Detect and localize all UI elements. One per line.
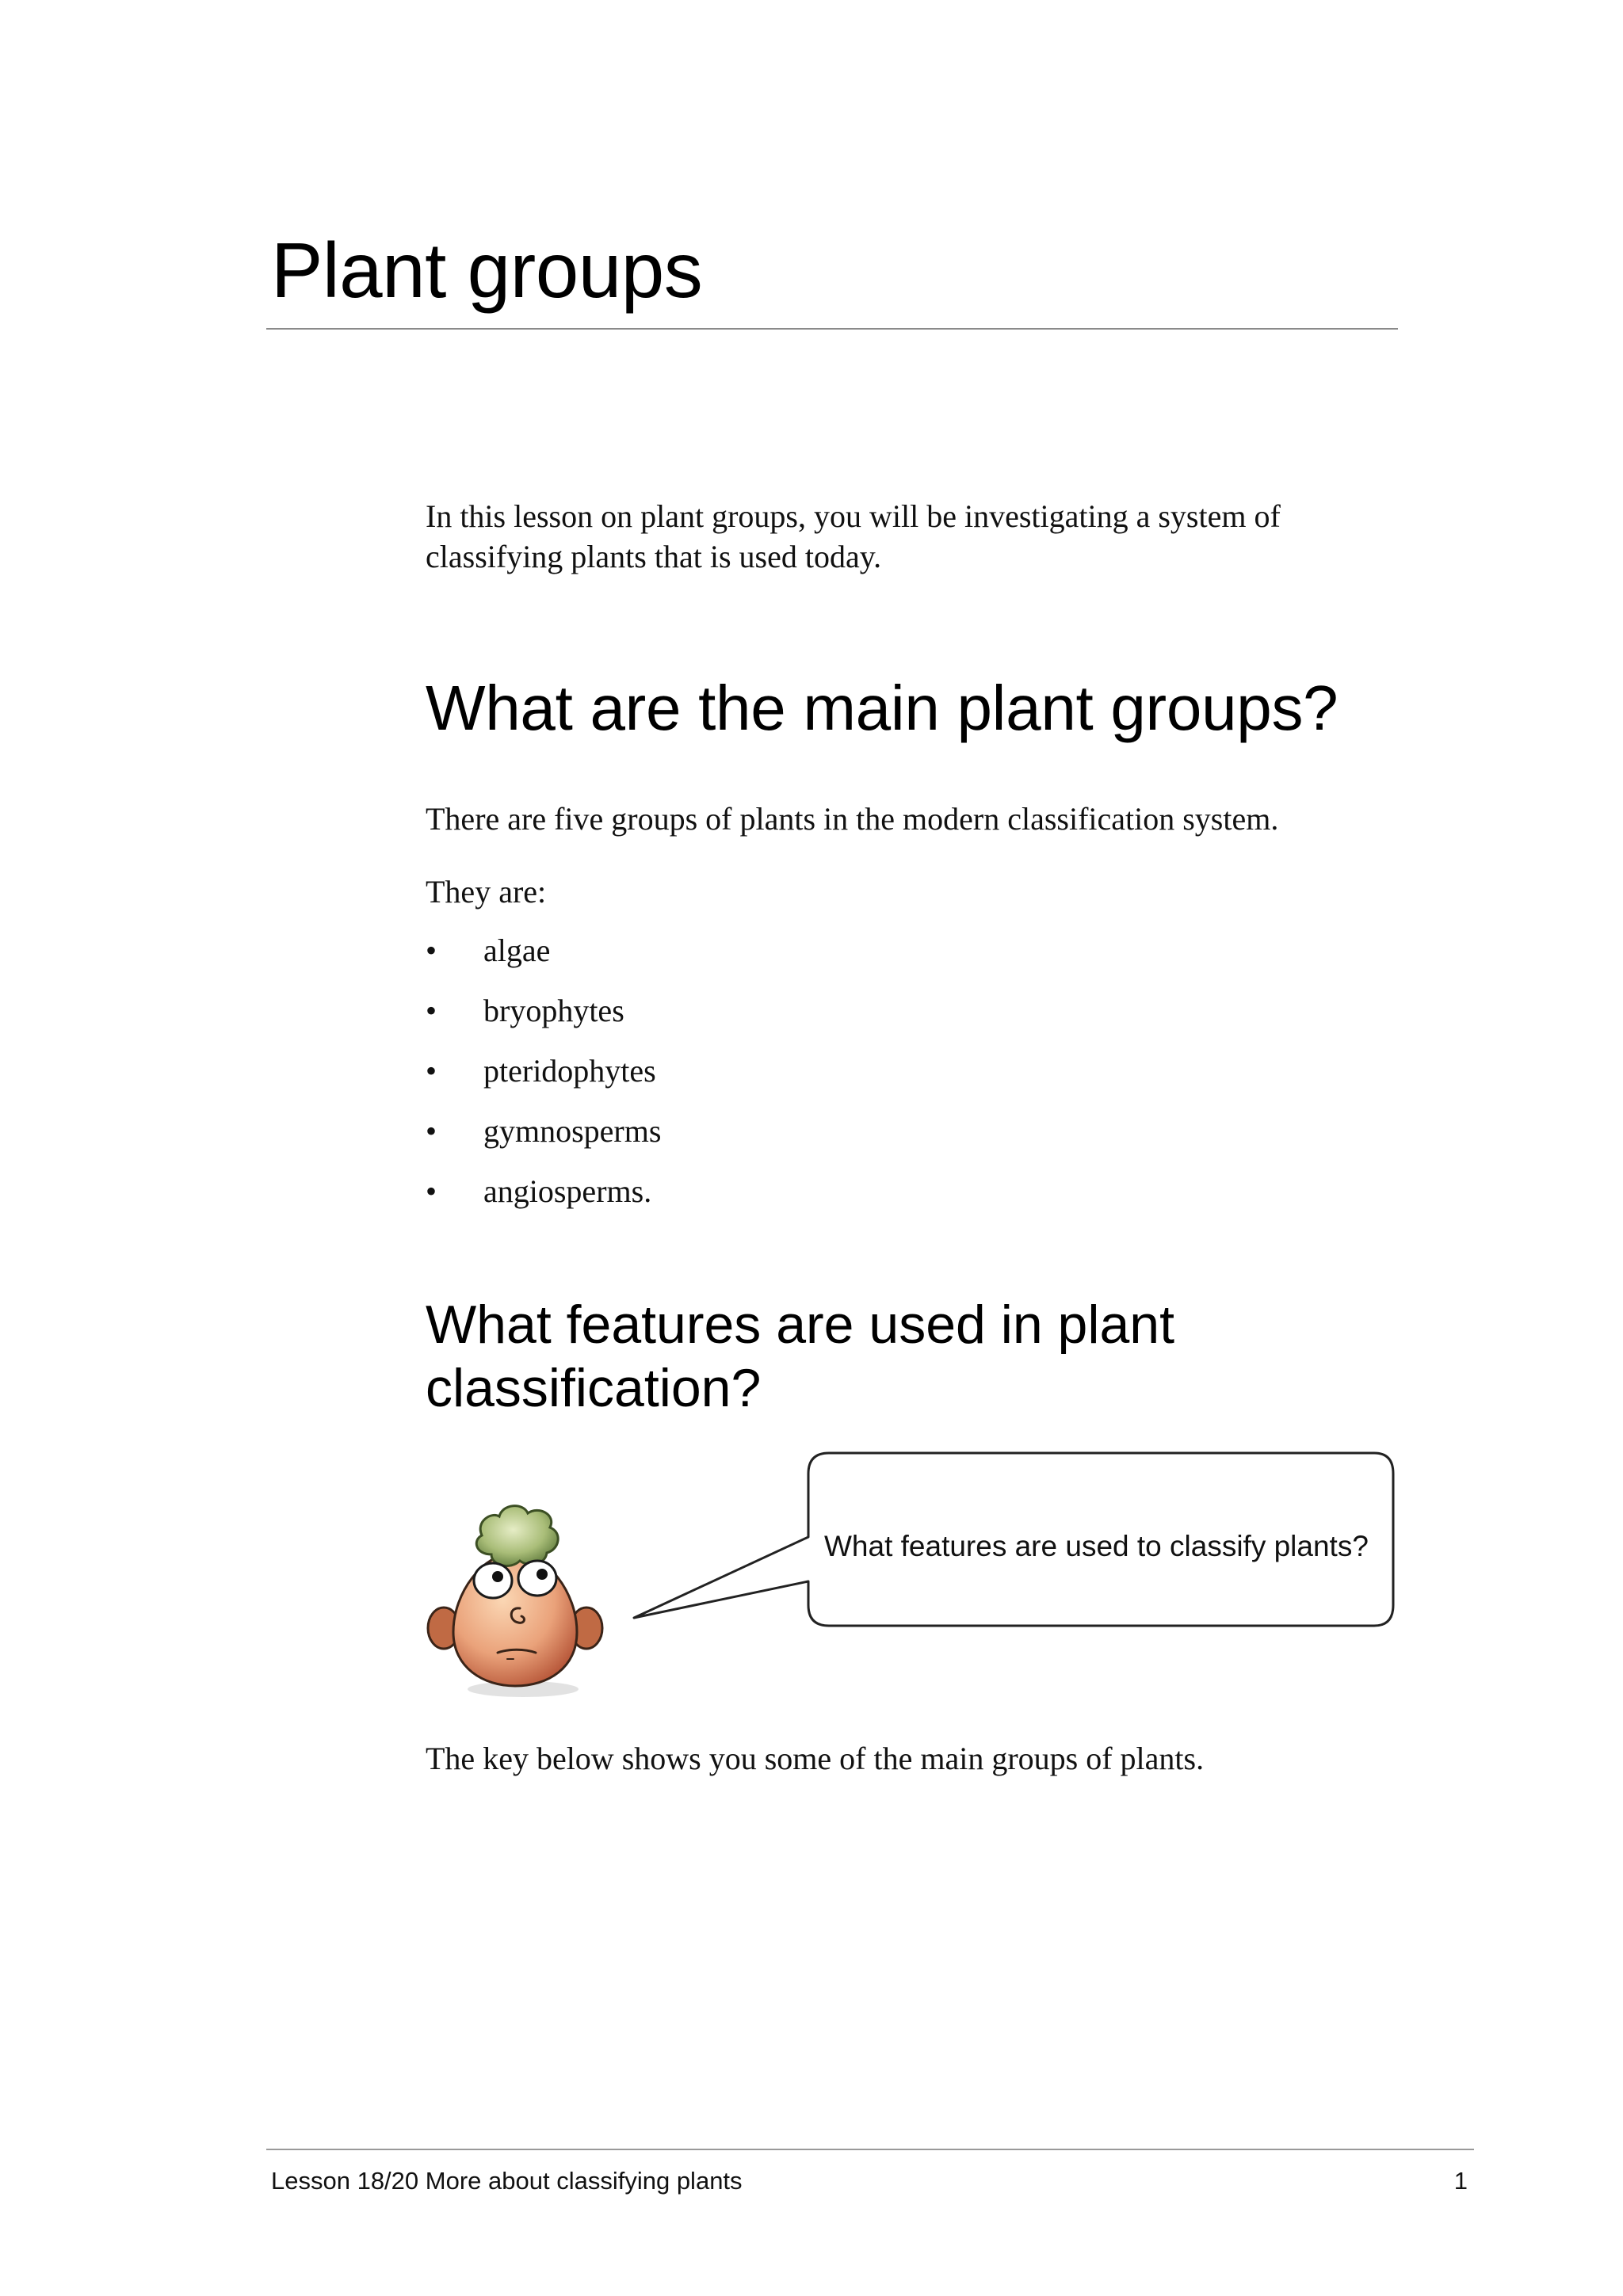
head [453, 1553, 577, 1686]
list-item-text: angiosperms. [483, 1173, 652, 1209]
bullet-icon: • [426, 1053, 437, 1089]
page-title: Plant groups [271, 227, 703, 314]
key-sentence: The key below shows you some of the main groups of plants. [426, 1741, 1205, 1776]
footer-lesson-number: Lesson 18/20 [271, 2167, 419, 2195]
right-pupil [537, 1569, 548, 1580]
title-divider [266, 328, 1398, 330]
list-item-text: gymnosperms [483, 1113, 662, 1149]
list-lead-in: They are: [426, 874, 547, 910]
page-number: 1 [1453, 2167, 1468, 2195]
main-groups-heading: What are the main plant groups? [426, 673, 1338, 743]
left-pupil [492, 1571, 503, 1582]
list-item-text: algae [483, 933, 551, 968]
intro-paragraph: In this lesson on plant groups, you will be investigating a system of classifying plants that is used today. [426, 498, 1281, 574]
footer-lesson-title: More about classifying plants [425, 2167, 743, 2195]
right-eye [518, 1561, 556, 1596]
footer-lesson-info [271, 2166, 743, 2196]
bullet-icon: • [426, 1113, 437, 1149]
features-heading: What features are used in plant classification? [426, 1295, 1174, 1418]
list-item-text: pteridophytes [483, 1053, 656, 1089]
bullet-icon: • [426, 1173, 437, 1209]
list-item-text: bryophytes [483, 993, 624, 1028]
bullet-icon: • [426, 933, 437, 968]
hair [476, 1506, 558, 1566]
thinking-cartoon-character-icon [420, 1497, 610, 1703]
five-groups-paragraph: There are five groups of plants in the modern classification system. [426, 801, 1279, 837]
footer-divider [266, 2149, 1474, 2150]
speech-bubble-text: What features are used to classify plants? [824, 1530, 1369, 1562]
left-eye [474, 1563, 512, 1598]
bullet-icon: • [426, 993, 437, 1028]
